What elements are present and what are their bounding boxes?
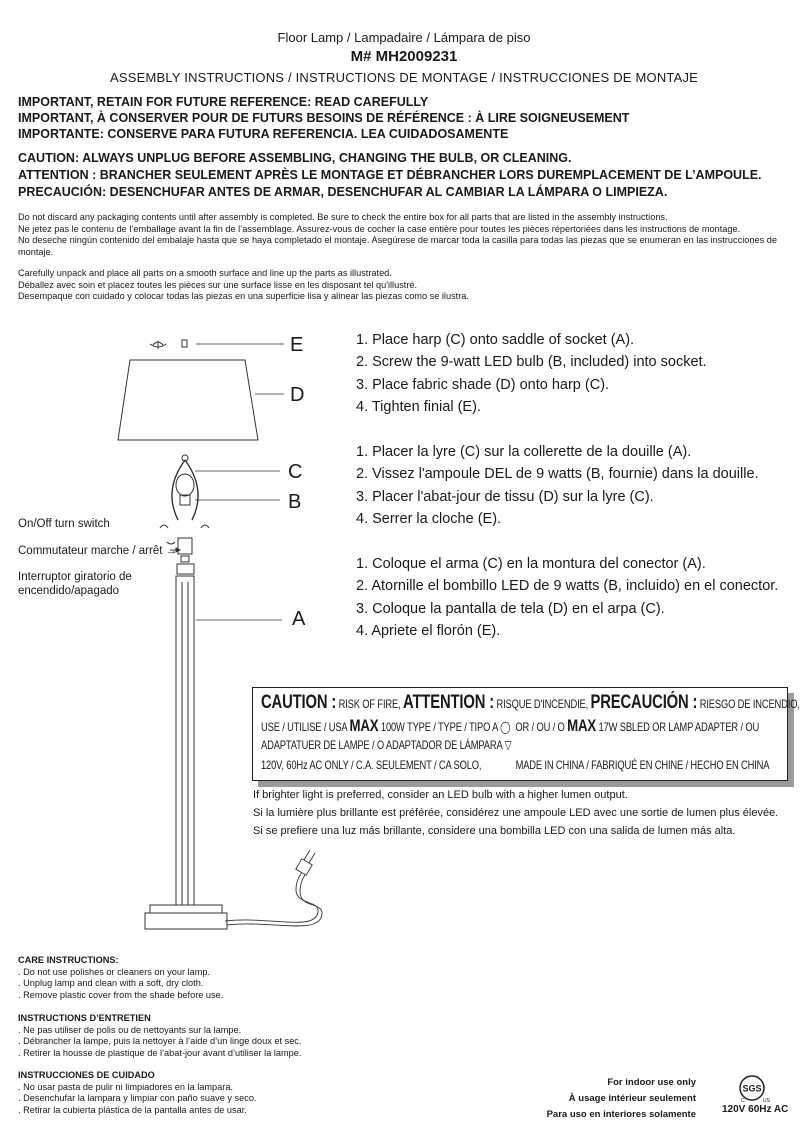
care-es-item: . No usar pasta de pulir ni limpiadores en la lampara. — [18, 1081, 233, 1092]
care-en-item: . Remove plastic cover from the shade before use. — [18, 989, 224, 1000]
svg-text:SGS: SGS — [742, 1083, 762, 1094]
care-instructions-en — [18, 955, 223, 1001]
unpack-notes — [18, 268, 800, 303]
brighter-light-note — [253, 786, 778, 840]
part-label-b: B — [288, 491, 302, 513]
steps-en — [356, 329, 707, 418]
care-fr-item: . Retirer la housse de plastique de l’abat-jour avant d’utiliser la lampe. — [18, 1047, 302, 1058]
care-en-item: . Do not use polishes or cleaners on your lamp. — [18, 966, 211, 977]
part-label-a: A — [292, 608, 306, 630]
bulb-part — [176, 474, 280, 505]
important-en: IMPORTANT, RETAIN FOR FUTURE REFERENCE: READ CAREFULLY — [18, 95, 429, 109]
step-fr-1: 1. Placer la lyre (C) sur la collerette de la douille (A). — [356, 444, 692, 460]
switch-label-fr — [18, 544, 177, 558]
switch-label-es-line1: Interruptor giratorio de — [18, 571, 132, 583]
step-fr-3: 3. Placer l'abat-jour de tissu (D) sur la lyre (C). — [356, 488, 654, 505]
model-number: M# MH2009231 — [350, 48, 458, 65]
step-es-4: 4. Apriete el florón (E). — [356, 622, 501, 639]
product-line: Floor Lamp / Lampadaire / Lámpara de piso — [277, 30, 531, 45]
power-cord — [225, 850, 322, 926]
step-es-1: 1. Coloque el arma (C) en la montura del conector (A). — [356, 556, 706, 572]
unpack-es: Desempaque con cuidado y colocar todas las piezas en una superficie lisa y alinear las piezas como se ilustra. — [18, 291, 469, 302]
caution-box-line3: ADAPTATUER DE LAMPE / O ADAPTADOR DE LÁMPARA ▽ — [261, 738, 512, 752]
care-fr-item: . Ne pas utiliser de polis ou de nettoyants sur la lampe. — [18, 1024, 242, 1035]
brighter-en: If brighter light is preferred, consider an LED bulb with a higher lumen output. — [253, 789, 628, 801]
part-label-e: E — [290, 334, 304, 356]
shade-part — [118, 360, 284, 440]
finial-part — [150, 340, 284, 349]
care-es-title: INSTRUCCIONES DE CUIDADO — [18, 1070, 155, 1080]
sgs-certification-logo — [737, 1074, 771, 1104]
electrical-rating: 120V 60Hz AC — [722, 1104, 789, 1115]
step-en-3: 3. Place fabric shade (D) onto harp (C). — [356, 376, 610, 393]
step-en-2: 2. Screw the 9-watt LED bulb (B, included) into socket. — [356, 354, 707, 371]
caution-unplug-fr: ATTENTION : BRANCHER SEULEMENT APRÈS LE MONTAGE ET DÉBRANCHER LORS DUREMPLACEMENT DE L’AMPOULE. — [18, 168, 762, 182]
caution-unplug-en: CAUTION: ALWAYS UNPLUG BEFORE ASSEMBLING, CHANGING THE BULB, OR CLEANING. — [18, 151, 572, 165]
part-label-d: D — [290, 384, 305, 406]
switch-label-en: On/Off turn switch — [18, 518, 110, 530]
led-bulb-icon: ▽ — [504, 738, 512, 752]
caution-box-line1: CAUTION : RISK OF FIRE, ATTENTION : RISQUE D'INCENDIE, PRECAUCIÓN : RIESGO DE INCENDIO, — [261, 692, 800, 713]
care-es-item: . Desenchufar la lampara y limpiar con paño suave y seco. — [18, 1093, 257, 1104]
assembly-title: ASSEMBLY INSTRUCTIONS / INSTRUCTIONS DE MONTAGE / INSTRUCCIONES DE MONTAJE — [109, 70, 699, 85]
step-fr-4: 4. Serrer la cloche (E). — [356, 510, 502, 527]
step-es-3: 3. Coloque la pantalla de tela (D) en el arpa (C). — [356, 600, 665, 617]
packaging-es: No deseche ningún contenido del embalaje hasta que se haya completado el montaje. Asegúrese de marcar toda la casilla para todas las piezas que se enumeran en las instrucciones de montaje. — [18, 235, 777, 257]
packaging-fr: Ne jetez pas le contenu de l’emballage avant la fin de l’assemblage. Assurez-vous de cocher la case entière pour toutes les pièces répertoriées dans les instructions de montage. — [18, 223, 741, 234]
fire-caution-box — [252, 687, 800, 781]
steps-fr — [356, 441, 759, 530]
caution-unplug-es: PRECAUCIÓN: DESENCHUFAR ANTES DE ARMAR, DESENCHUFAR AL CAMBIAR LA LÁMPARA O LIMPIEZA. — [18, 185, 668, 199]
harp-part — [172, 455, 280, 520]
packaging-notes — [18, 212, 800, 258]
care-en-title: CARE INSTRUCTIONS: — [18, 955, 119, 965]
indoor-es: Para uso en interiores solamente — [546, 1109, 696, 1120]
bulb-icon: ◯ — [500, 720, 511, 734]
care-instructions-fr — [18, 1013, 301, 1059]
important-es: IMPORTANTE: CONSERVE PARA FUTURA REFERENCIA. LEA CUIDADOSAMENTE — [18, 127, 509, 141]
part-label-c: C — [288, 461, 303, 483]
indoor-en: For indoor use only — [607, 1077, 696, 1088]
care-en-item: . Unplug lamp and clean with a soft, dry cloth. — [18, 978, 204, 989]
switch-label-es-line2: encendido/apagado — [18, 585, 120, 597]
important-fr: IMPORTANT, À CONSERVER POUR DE FUTURS BESOINS DE RÉFÉRENCE : À LIRE SOIGNEUSEMENT — [18, 111, 630, 125]
brighter-es: Si se prefiere una luz más brillante, considere una bombilla LED con una salida de lumen más alta. — [253, 825, 736, 837]
care-es-item: . Retirar la cubierta plástica de la pantalla antes de usar. — [18, 1104, 247, 1115]
indoor-fr: À usage intérieur seulement — [568, 1093, 696, 1104]
care-fr-title: INSTRUCTIONS D’ENTRETIEN — [18, 1013, 151, 1023]
care-instructions-es — [18, 1070, 257, 1116]
step-en-1: 1. Place harp (C) onto saddle of socket (A). — [356, 332, 635, 348]
unpack-fr: Déballez avec soin et placez toutes les pièces sur une surface lisse en les disposant tel qu'illustré. — [18, 279, 418, 290]
step-es-2: 2. Atornille el bombillo LED de 9 watts (B, incluido) en el conector. — [356, 578, 779, 595]
caution-box-line2: USE / UTILISE / USA MAX 100W TYPE / TYPE / TIPO A ◯ OR / OU / O MAX 17W SBLED OR LAMP ADAPTER / OU — [261, 716, 760, 735]
switch-label-es — [18, 570, 132, 598]
step-en-4: 4. Tighten finial (E). — [356, 398, 481, 415]
svg-text:C: C — [741, 1098, 745, 1104]
arrow-right-icon: → — [165, 545, 178, 557]
unpack-en: Carefully unpack and place all parts on a smooth surface and line up the parts as illustrated. — [18, 268, 392, 278]
step-fr-2: 2. Vissez l'ampoule DEL de 9 watts (B, fournie) dans la douille. — [356, 466, 759, 483]
svg-text:US: US — [763, 1098, 770, 1104]
packaging-en: Do not discard any packaging contents until after assembly is completed. Be sure to check the entire box for all parts that are listed in the assembly instructions. — [18, 212, 668, 222]
care-fr-item: . Débrancher la lampe, puis la nettoyer à l’aide d’un linge doux et sec. — [18, 1036, 302, 1047]
lamp-illustration — [0, 320, 340, 940]
indoor-use-note — [520, 1075, 696, 1123]
switch-label-fr-text: Commutateur marche / arrêt — [18, 545, 163, 557]
steps-es — [356, 553, 778, 642]
caution-box-line4: 120V, 60Hz AC ONLY / C.A. SEULEMENT / CA SOLO, MADE IN CHINA / FABRIQUÉ EN CHINE / HECHO EN CHINA — [261, 758, 770, 772]
brighter-fr: Si la lumière plus brillante est préférée, considérez une ampoule LED avec une sortie de lumen plus élevée. — [253, 807, 779, 819]
